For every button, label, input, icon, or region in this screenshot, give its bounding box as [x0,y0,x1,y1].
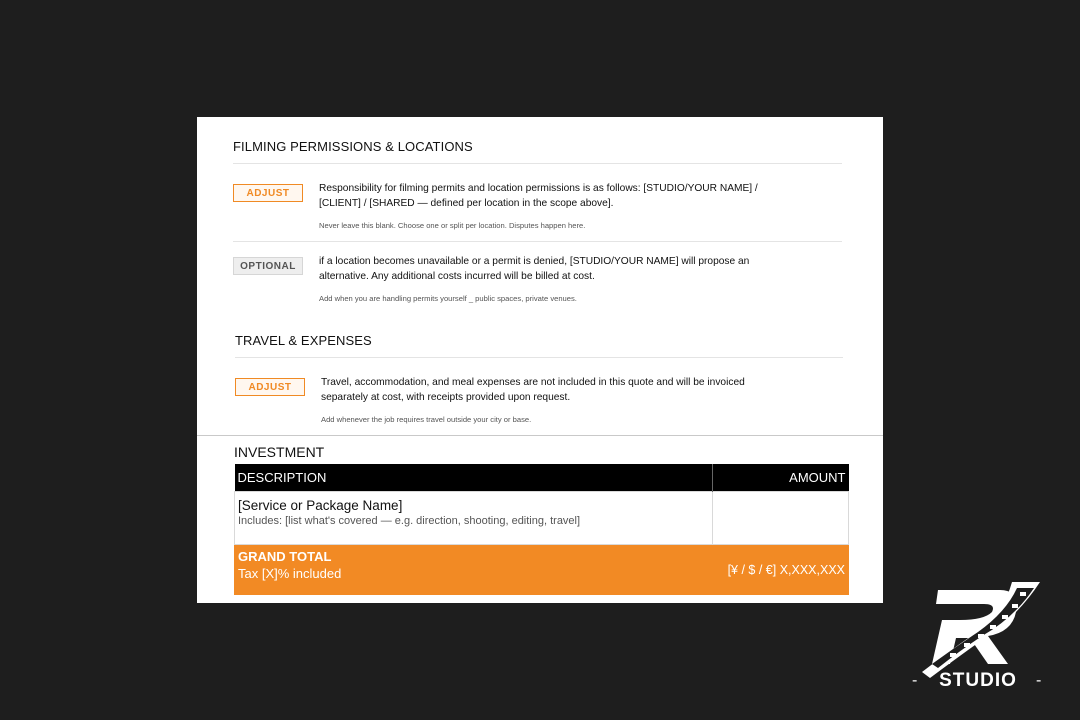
clause-text: if a location becomes unavailable or a permit is denied, [STUDIO/YOUR NAME] will propose an alternative. Any additional costs incurred will be billed at cost. [319,256,750,282]
investment-title: INVESTMENT [234,444,325,460]
description-header: DESCRIPTION [235,464,713,492]
investment-table [234,464,849,595]
clause-note: Never leave this blank. Choose one or split per location. Disputes happen here. [319,221,586,230]
logo-dash-right: - [1036,672,1042,689]
clause-text: Travel, accommodation, and meal expenses are not included in this quote and will be invoiced separately at cost, with receipts provided upon request. [321,377,745,403]
adjust-tag: ADJUST [233,184,303,202]
clause-note: Add whenever the job requires travel outside your city or base. [321,415,532,424]
clause-note: Add when you are handling permits yourself _ public spaces, private venues. [319,294,577,303]
optional-tag: OPTIONAL [233,257,303,275]
table-row [235,492,849,545]
item-description-cell [235,492,713,545]
item-amount-cell [713,492,849,545]
brand-name: STUDIO [939,670,1017,691]
section-rule [233,163,842,164]
section-title-travel: TRAVEL & EXPENSES [235,333,372,348]
tax-note: Tax [X]% included [238,566,342,581]
grand-total-row [235,545,849,595]
contract-document [197,117,883,603]
adjust-tag: ADJUST [235,378,305,396]
grand-total-label: GRAND TOTAL [238,549,332,564]
logo-dash-left: - [912,672,918,689]
clause-text: Responsibility for filming permits and location permissions is as follows: [STUDIO/YOUR NAME] / [CLIENT] / [SHARED — defined per location in the scope above]. [319,183,758,209]
grand-total-cell [235,545,713,595]
section-rule [235,357,843,358]
page-divider [197,435,883,436]
section-title-filming: FILMING PERMISSIONS & LOCATIONS [233,139,473,154]
clause-rule [233,241,842,242]
table-header-row [235,464,849,492]
item-name: [Service or Package Name] [238,498,403,513]
amount-header: AMOUNT [713,464,849,492]
grand-total-amount: [¥ / $ / €] X,XXX,XXX [713,545,849,595]
item-includes: Includes: [list what's covered — e.g. direction, shooting, editing, travel] [238,515,581,527]
